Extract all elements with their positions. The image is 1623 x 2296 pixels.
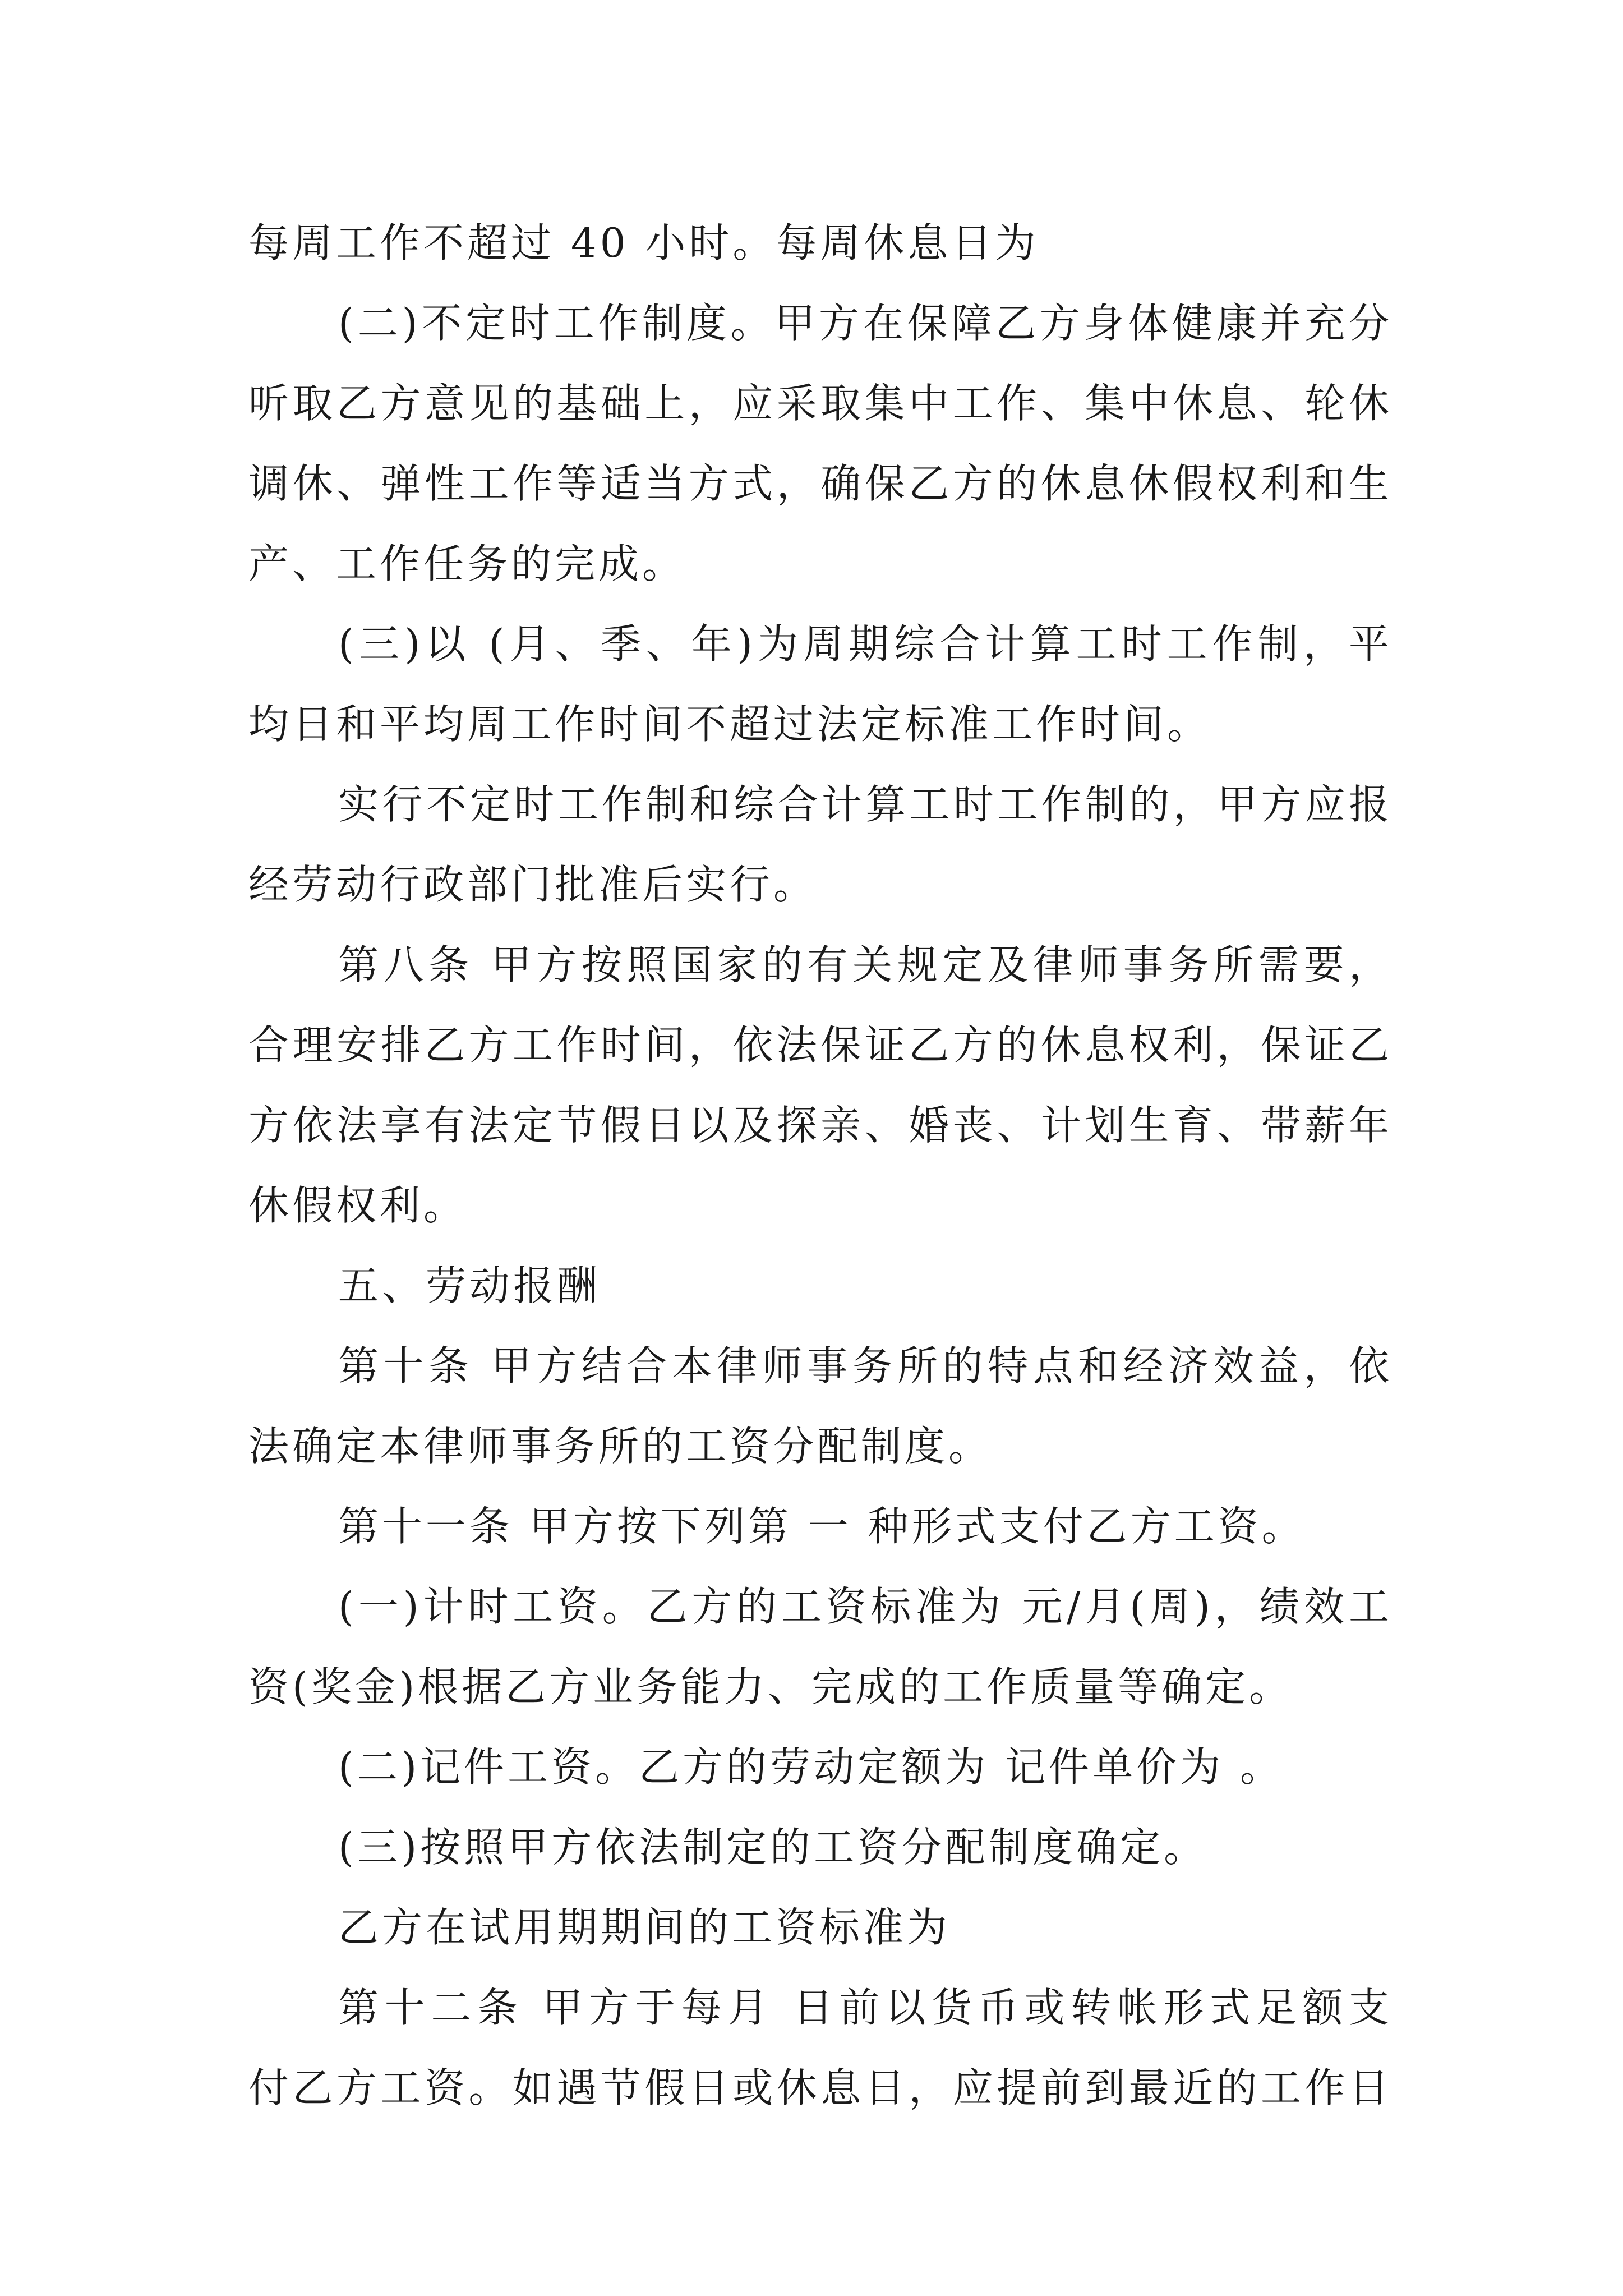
text-line: 第八条 甲方按照国家的有关规定及律师事务所需要，: [338, 941, 1393, 988]
text-line: 方依法享有法定节假日以及探亲、婚丧、计划生育、带薪年: [248, 1102, 1393, 1149]
text-line: 实行不定时工作制和综合计算工时工作制的，甲方应报: [338, 781, 1393, 828]
text-line: 第十二条 甲方于每月 日前以货币或转帐形式足额支: [338, 1984, 1393, 2031]
text-line: 乙方在试用期期间的工资标准为: [338, 1904, 951, 1951]
text-line: (一)计时工资。乙方的工资标准为 元/月(周)，绩效工: [338, 1583, 1393, 1630]
text-line: 第十条 甲方结合本律师事务所的特点和经济效益，依: [338, 1342, 1393, 1389]
text-line: 第十一条 甲方按下列第 一 种形式支付乙方工资。: [338, 1503, 1306, 1550]
text-line: (三)按照甲方依法制定的工资分配制度确定。: [338, 1824, 1208, 1871]
text-line: 资(奖金)根据乙方业务能力、完成的工作质量等确定。: [248, 1663, 1293, 1710]
contract-text: [248, 203, 1393, 2128]
text-line: 产、工作任务的完成。: [248, 540, 686, 587]
text-line: (二)记件工资。乙方的劳动定额为 记件单价为 。: [338, 1743, 1284, 1791]
text-line: 法确定本律师事务所的工资分配制度。: [248, 1423, 993, 1470]
text-line: 均日和平均周工作时间不超过法定标准工作时间。: [248, 701, 1211, 748]
text-line: 每周工作不超过 40 小时。每周休息日为: [248, 219, 1039, 266]
text-line: 付乙方工资。如遇节假日或休息日，应提前到最近的工作日: [248, 2064, 1393, 2111]
text-line: 调休、弹性工作等适当方式，确保乙方的休息休假权利和生: [248, 460, 1393, 507]
section-heading: 五、劳动报酬: [338, 1262, 601, 1309]
text-line: (二)不定时工作制度。甲方在保障乙方身体健康并充分: [338, 300, 1393, 347]
text-line: 经劳动行政部门批准后实行。: [248, 861, 818, 908]
text-line: (三)以 (月、季、年)为周期综合计算工时工作制，平: [338, 620, 1393, 668]
text-line: 合理安排乙方工作时间，依法保证乙方的休息权利，保证乙: [248, 1022, 1393, 1069]
text-line: 休假权利。: [248, 1182, 468, 1229]
text-line: 听取乙方意见的基础上，应采取集中工作、集中休息、轮休: [248, 380, 1393, 427]
